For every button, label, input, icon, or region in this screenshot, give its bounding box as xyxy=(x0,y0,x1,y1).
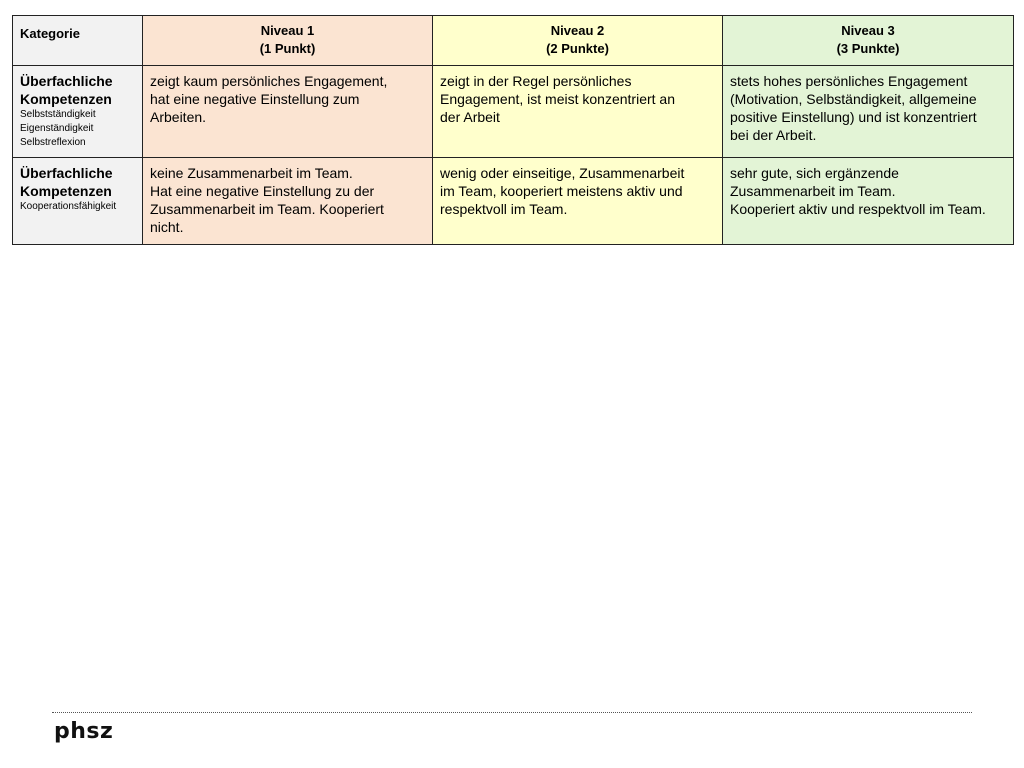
row-2-level-3-line-3: Kooperiert aktiv und respektvoll im Team. xyxy=(730,201,986,217)
row-1-sub-2: Eigenständigkeit xyxy=(20,123,94,134)
row-2-level-2-line-3: respektvoll im Team. xyxy=(440,201,568,217)
row-1-level-1 xyxy=(143,66,433,158)
row-2-category xyxy=(13,158,143,245)
header-category: Kategorie xyxy=(13,16,143,66)
header-level-2-points: (2 Punkte) xyxy=(546,41,609,56)
row-1-level-3-line-1: stets hohes persönliches Engagement xyxy=(730,73,968,89)
row-2-sub-1: Kooperationsfähigkeit xyxy=(20,201,117,212)
row-1-level-1-line-3: Arbeiten. xyxy=(150,109,207,125)
row-1-level-3-line-2: (Motivation, Selbständigkeit, allgemeine xyxy=(730,91,977,107)
row-2-level-3-line-2: Zusammenarbeit im Team. xyxy=(730,183,896,199)
row-2-level-1-line-4: nicht. xyxy=(150,219,184,235)
row-2-level-1-line-1: keine Zusammenarbeit im Team. xyxy=(150,165,353,181)
header-level-2-title: Niveau 2 xyxy=(550,23,605,38)
header-level-2 xyxy=(433,16,723,66)
row-1-sub-1: Selbstständigkeit xyxy=(20,109,96,120)
header-level-1-points: (1 Punkt) xyxy=(259,41,316,56)
header-level-3-title: Niveau 3 xyxy=(841,23,895,38)
row-1-category xyxy=(13,66,143,158)
row-1-level-3-line-3: positive Einstellung) und ist konzentriert xyxy=(730,109,977,125)
row-2-level-3 xyxy=(723,158,1014,245)
row-2-level-2-line-2: im Team, kooperiert meistens aktiv und xyxy=(440,183,683,199)
row-2-level-2 xyxy=(433,158,723,245)
header-level-3 xyxy=(723,16,1014,66)
row-1-level-2-line-1: zeigt in der Regel persönliches xyxy=(440,73,632,89)
row-1-level-3 xyxy=(723,66,1014,158)
table-row xyxy=(13,66,1014,158)
row-1-level-2 xyxy=(433,66,723,158)
footer-divider xyxy=(52,712,972,713)
row-1-level-3-line-4: bei der Arbeit. xyxy=(730,127,817,143)
header-level-3-points: (3 Punkte) xyxy=(836,41,900,56)
row-2-level-1 xyxy=(143,158,433,245)
row-2-level-1-line-3: Zusammenarbeit im Team. Kooperiert xyxy=(150,201,384,217)
row-1-category-name: Überfachliche Kompetenzen xyxy=(20,73,113,107)
header-level-1-title: Niveau 1 xyxy=(260,23,315,38)
phsz-logo: phsz xyxy=(54,719,114,744)
row-1-level-2-line-3: der Arbeit xyxy=(440,109,500,125)
row-1-sub-3: Selbstreflexion xyxy=(20,137,86,148)
row-1-level-1-line-2: hat eine negative Einstellung zum xyxy=(150,91,360,107)
header-level-1 xyxy=(143,16,433,66)
rubric-table xyxy=(12,15,1014,245)
row-2-level-3-line-1: sehr gute, sich ergänzende xyxy=(730,165,899,181)
table-row xyxy=(13,158,1014,245)
row-1-level-2-line-2: Engagement, ist meist konzentriert an xyxy=(440,91,676,107)
row-2-level-2-line-1: wenig oder einseitige, Zusammenarbeit xyxy=(440,165,685,181)
row-2-category-name: Überfachliche Kompetenzen xyxy=(20,165,113,199)
row-1-level-1-line-1: zeigt kaum persönliches Engagement, xyxy=(150,73,388,89)
header-row xyxy=(13,16,1014,66)
row-2-level-1-line-2: Hat eine negative Einstellung zu der xyxy=(150,183,375,199)
